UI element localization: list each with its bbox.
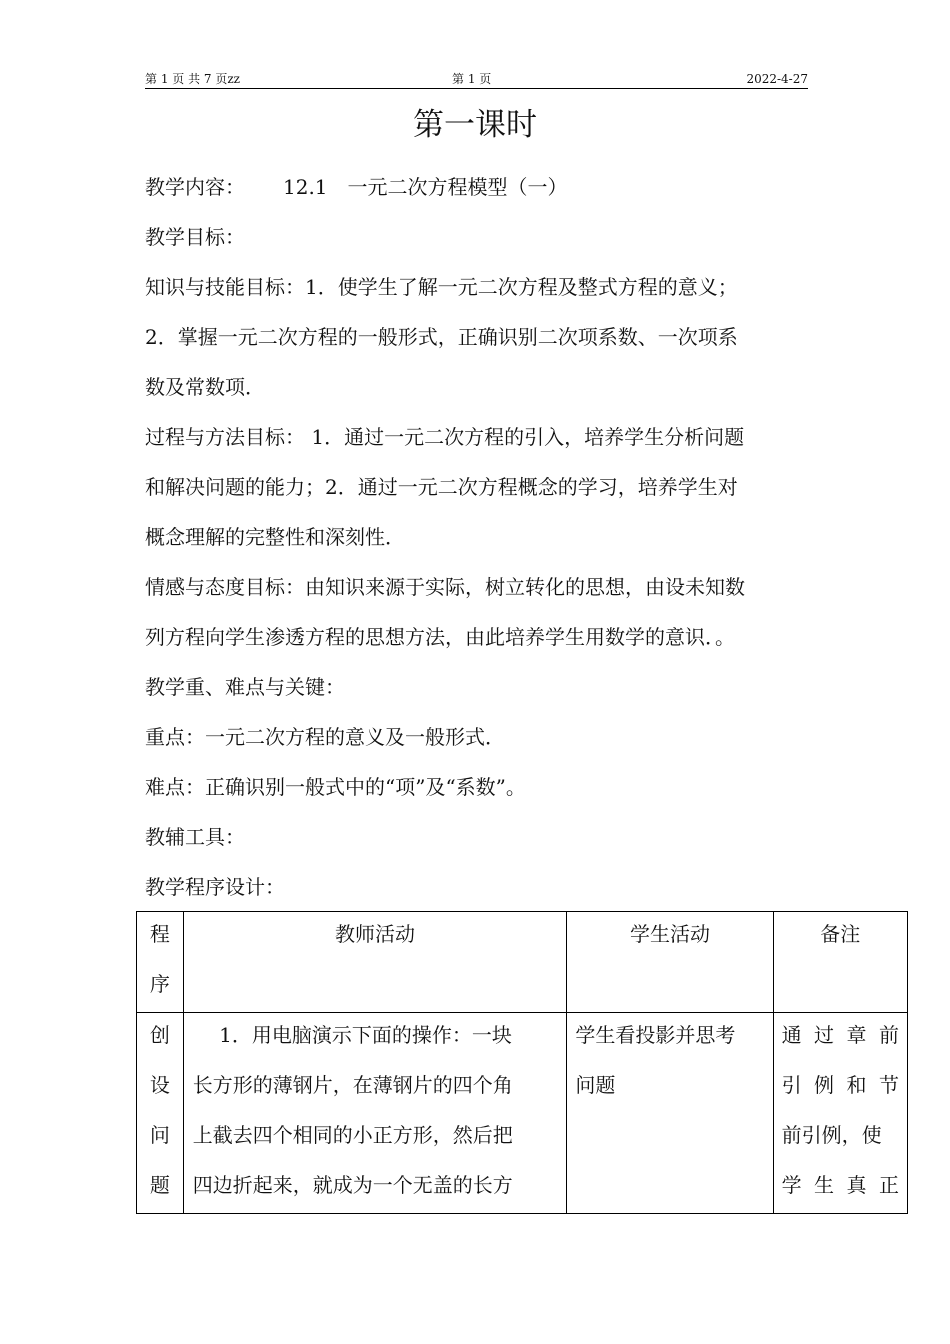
lesson-plan-table	[136, 911, 908, 1214]
notes-line: 引例和节	[781, 1073, 899, 1097]
notes-cell	[773, 1013, 907, 1214]
procedure-char: 题	[149, 1173, 170, 1197]
header-procedure-char: 程	[149, 922, 170, 946]
table-row	[137, 1013, 908, 1214]
process-goal-line-3: 概念理解的完整性和深刻性．	[145, 525, 405, 549]
key-points-heading: 教学重、难点与关键：	[145, 675, 345, 699]
header-student-activity: 学生活动	[567, 912, 773, 1013]
notes-line: 通过章前	[781, 1023, 899, 1047]
header-date: 2022-4-27	[746, 72, 808, 86]
student-activity-line: 问题	[575, 1073, 616, 1097]
teacher-activity-line: 长方形的薄钢片，在薄钢片的四个角	[192, 1073, 513, 1097]
teaching-content-value: 12.1 一元二次方程模型（一）	[283, 175, 568, 199]
procedure-cell	[137, 1013, 184, 1214]
procedure-char: 问	[149, 1123, 170, 1147]
emotion-goal-line-2: 列方程向学生渗透方程的思想方法，由此培养学生用数学的意识．。	[145, 625, 735, 649]
header-page-count: 第 1 页 共 7 页zz	[145, 72, 240, 86]
notes-line: 前引例，使	[781, 1123, 882, 1147]
knowledge-goal-line-2: 2．掌握一元二次方程的一般形式，正确识别二次项系数、一次项系	[145, 325, 738, 349]
teacher-activity-line: 1．用电脑演示下面的操作：一块	[192, 1023, 512, 1047]
page-header	[145, 70, 808, 89]
header-teacher-activity: 教师活动	[183, 912, 567, 1013]
teaching-goals-heading: 教学目标：	[145, 225, 245, 249]
teacher-activity-line: 四边折起来，就成为一个无盖的长方	[192, 1173, 513, 1197]
teaching-content-label: 教学内容：	[145, 175, 245, 199]
student-activity-line: 学生看投影并思考	[575, 1023, 736, 1047]
teaching-tools-heading: 教辅工具：	[145, 825, 245, 849]
student-activity-cell	[567, 1013, 773, 1214]
table-header-row	[137, 912, 908, 1013]
knowledge-goal-line-1: 知识与技能目标：1．使学生了解一元二次方程及整式方程的意义；	[145, 275, 738, 299]
teaching-content-line	[145, 172, 568, 202]
header-page-number: 第 1 页	[452, 72, 492, 86]
procedure-design-heading: 教学程序设计：	[145, 875, 285, 899]
difficulty-line: 难点：正确识别一般式中的“项”及“系数”。	[145, 775, 526, 799]
process-goal-line-2: 和解决问题的能力；2．通过一元二次方程概念的学习，培养学生对	[145, 475, 738, 499]
notes-line: 学生真正	[781, 1173, 899, 1197]
procedure-char: 设	[149, 1073, 170, 1097]
header-procedure-cell	[137, 912, 184, 1013]
knowledge-goal-line-3: 数及常数项．	[145, 375, 265, 399]
teacher-activity-cell	[183, 1013, 567, 1214]
procedure-char: 创	[149, 1023, 170, 1047]
process-goal-line-1: 过程与方法目标： 1．通过一元二次方程的引入，培养学生分析问题	[145, 425, 745, 449]
lesson-title: 第一课时	[413, 107, 537, 143]
focus-line: 重点：一元二次方程的意义及一般形式．	[145, 725, 505, 749]
emotion-goal-line-1: 情感与态度目标：由知识来源于实际，树立转化的思想，由设未知数	[145, 575, 745, 599]
teacher-activity-line: 上截去四个相同的小正方形，然后把	[192, 1123, 513, 1147]
header-notes: 备注	[773, 912, 907, 1013]
header-procedure-char: 序	[149, 972, 170, 996]
